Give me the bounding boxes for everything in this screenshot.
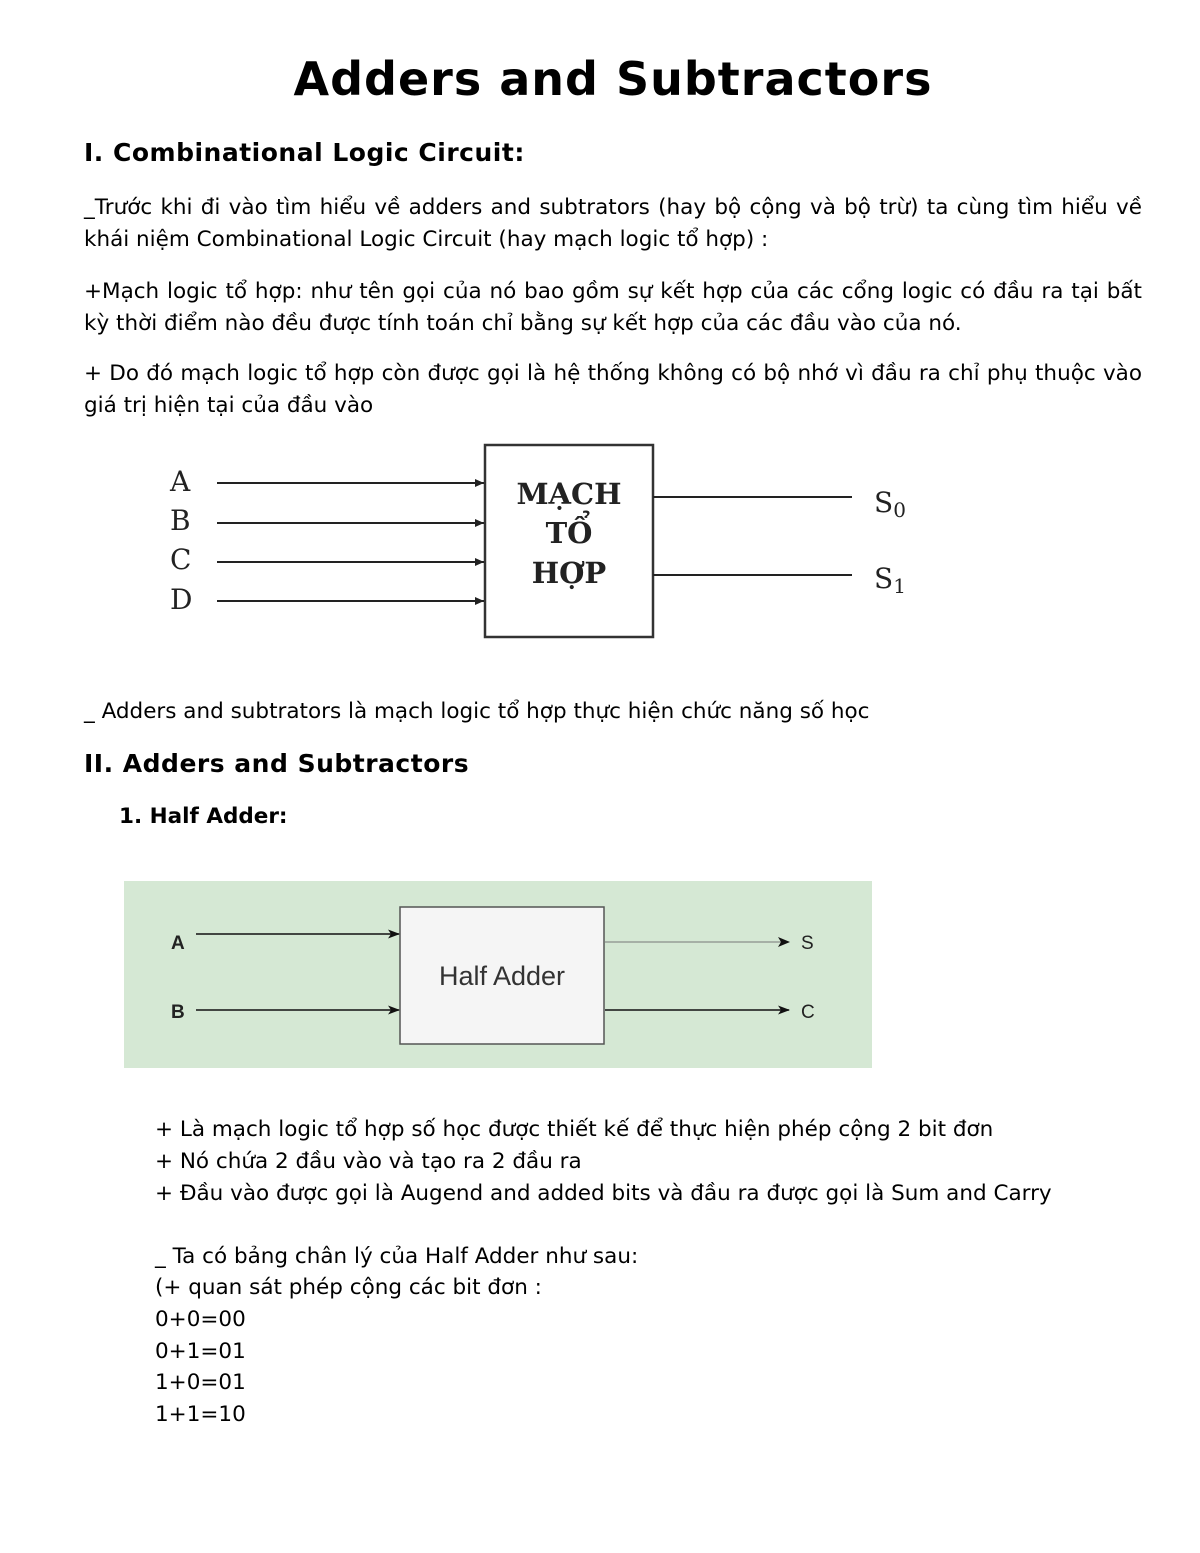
sum-line-4: 1+1=10 [155, 1402, 246, 1427]
paragraph-intro: _Trước khi đi vào tìm hiểu về adders and subtrators (hay bộ cộng và bộ trừ) ta cùng tìm hiểu về khái niệm Combinational Logic Circuit (hay mạch logic tổ hợp) : [84, 195, 1142, 252]
half-adder-output-s: S [801, 933, 814, 954]
combinational-circuit-diagram [160, 440, 930, 650]
input-label-a: A [170, 465, 191, 498]
bullet-3: + Đầu vào được gọi là Augend and added bits và đầu ra được gọi là Sum and Carry [155, 1181, 1052, 1206]
paragraph-arithmetic: _ Adders and subtrators là mạch logic tổ hợp thực hiện chức năng số học [84, 699, 870, 724]
circuit-box-line-1: MẠCH [516, 477, 622, 511]
bullet-1: + Là mạch logic tổ hợp số học được thiết kế để thực hiện phép cộng 2 bit đơn [155, 1117, 994, 1142]
subsection-heading-half-adder: 1. Half Adder: [119, 804, 288, 829]
input-label-d: D [170, 583, 193, 616]
half-adder-box-label: Half Adder [438, 961, 566, 991]
half-adder-output-c: C [801, 1002, 815, 1023]
section-heading-adders: II. Adders and Subtractors [84, 749, 470, 778]
half-adder-input-b: B [171, 1002, 185, 1023]
input-label-b: B [170, 504, 191, 537]
circuit-box-line-2: TỔ [545, 516, 593, 550]
circuit-output-lines [653, 497, 852, 575]
output-label-s1: S1 [874, 562, 906, 598]
bullet-2: + Nó chứa 2 đầu vào và tạo ra 2 đầu ra [155, 1149, 582, 1174]
half-adder-input-a: A [171, 933, 185, 954]
output-label-s0: S0 [874, 486, 906, 522]
truth-table-intro: _ Ta có bảng chân lý của Half Adder như sau: [155, 1244, 639, 1269]
circuit-input-lines [217, 483, 484, 601]
sum-line-3: 1+0=01 [155, 1370, 246, 1395]
input-label-c: C [170, 543, 192, 576]
circuit-box-line-3: HỢP [531, 556, 607, 590]
page-title: Adders and Subtractors [293, 52, 933, 106]
half-adder-diagram [124, 881, 872, 1068]
paragraph-memoryless: + Do đó mạch logic tổ hợp còn được gọi là hệ thống không có bộ nhớ vì đầu ra chỉ phụ thuộc vào giá trị hiện tại của đầu vào [84, 361, 1142, 418]
paragraph-definition: +Mạch logic tổ hợp: như tên gọi của nó bao gồm sự kết hợp của các cổng logic có đầu ra tại bất kỳ thời điểm nào đều được tính toán chỉ bằng sự kết hợp của các đầu vào của nó. [84, 279, 1142, 336]
sum-line-2: 0+1=01 [155, 1339, 246, 1364]
section-heading-combinational: I. Combinational Logic Circuit: [84, 138, 525, 167]
sum-line-1: 0+0=00 [155, 1307, 246, 1332]
observe-note: (+ quan sát phép cộng các bit đơn : [155, 1275, 542, 1300]
